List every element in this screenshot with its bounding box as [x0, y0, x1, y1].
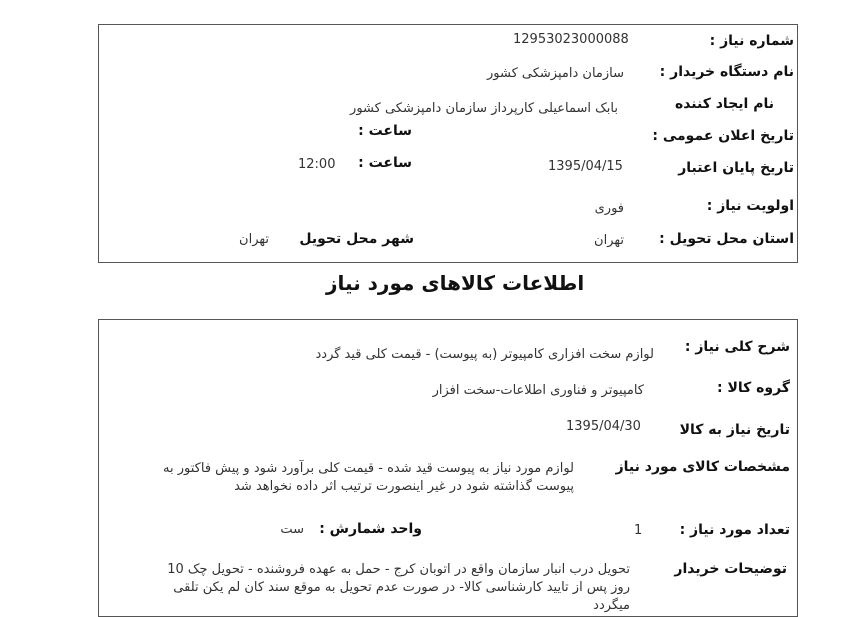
- quantity: 1: [634, 523, 643, 538]
- province-label: استان محل تحویل :: [659, 231, 794, 247]
- priority-label: اولویت نیاز :: [706, 198, 794, 214]
- city: تهران: [239, 232, 269, 247]
- validity-time-label: ساعت :: [358, 155, 412, 171]
- group: کامپیوتر و فناوری اطلاعات-سخت افزار: [432, 383, 644, 398]
- need-date: 1395/04/30: [566, 419, 641, 434]
- section-title: اطلاعات کالاهای مورد نیاز: [326, 271, 585, 295]
- buyer-notes-line3: میگردد: [593, 598, 630, 613]
- city-label: شهر محل تحویل: [299, 231, 414, 247]
- validity-end-label: تاریخ پایان اعتبار: [678, 160, 794, 176]
- summary: لوازم سخت افزاری کامپیوتر (به پیوست) - قیمت کلی قید گردد: [315, 347, 654, 362]
- specs-label: مشخصات کالای مورد نیاز: [615, 459, 790, 475]
- summary-label: شرح کلی نیاز :: [684, 339, 790, 355]
- group-label: گروه کالا :: [717, 380, 790, 396]
- creator-label: نام ایجاد کننده: [674, 96, 774, 112]
- specs-line1: لوازم مورد نیاز به پیوست قید شده - قیمت کلی برآورد شود و پیش فاکتور به: [163, 461, 574, 476]
- unit-label: واحد شمارش :: [319, 521, 422, 537]
- province: تهران: [594, 233, 624, 248]
- creator: بابک اسماعیلی کارپرداز سازمان دامپزشکی کشور: [350, 101, 618, 116]
- buyer-notes-label: توضیحات خریدار: [674, 561, 787, 577]
- need-date-label: تاریخ نیاز به کالا: [679, 422, 790, 438]
- announce-date-label: تاریخ اعلان عمومی :: [652, 128, 794, 144]
- buyer-org-label: نام دستگاه خریدار :: [659, 64, 794, 80]
- priority: فوری: [594, 201, 624, 216]
- unit: ست: [280, 522, 304, 537]
- quantity-label: تعداد مورد نیاز :: [679, 522, 790, 538]
- validity-time: 12:00: [298, 157, 336, 172]
- buyer-notes-line1: تحویل درب انبار سازمان واقع در اتوبان کرج - حمل به عهده فروشنده - تحویل چک 10: [167, 562, 630, 577]
- need-number-label: شماره نیاز :: [709, 33, 794, 49]
- need-number: 12953023000088: [513, 32, 629, 47]
- validity-end-date: 1395/04/15: [548, 159, 623, 174]
- specs-line2: پیوست گذاشته شود در غیر اینصورت ترتیب اثر داده نخواهد شد: [234, 479, 574, 494]
- buyer-org: سازمان دامپزشکی کشور: [486, 66, 624, 81]
- announce-time-label: ساعت :: [358, 123, 412, 139]
- buyer-notes-line2: روز پس از تایید کارشناسی کالا- در صورت عدم تحویل به موقع سند کان لم یکن تلقی: [173, 580, 630, 595]
